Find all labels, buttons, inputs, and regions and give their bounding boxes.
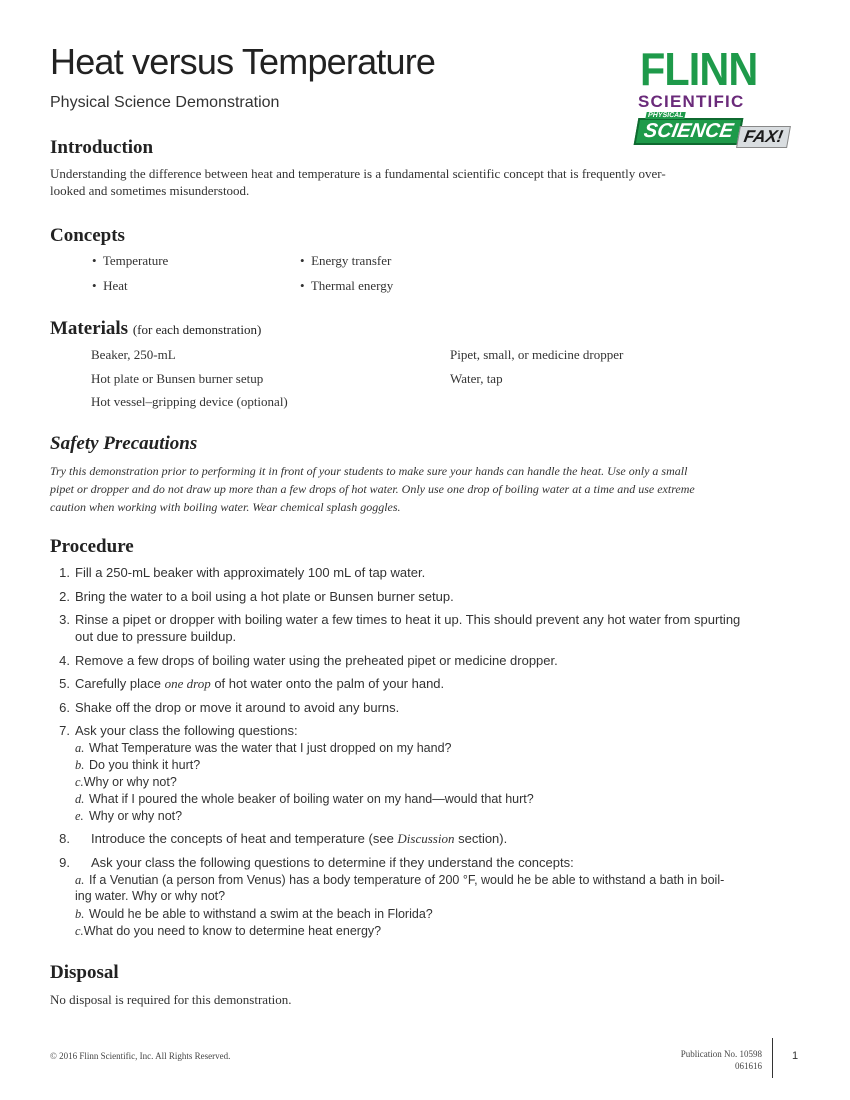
question-letter: c.: [75, 775, 84, 789]
question-item: [75, 872, 775, 905]
question-item: [75, 757, 775, 773]
question-item: [75, 906, 775, 922]
material-item: Hot vessel–gripping device (optional): [91, 394, 288, 409]
safety-heading: Safety Precautions: [50, 433, 198, 454]
concept-label: Energy transfer: [311, 253, 392, 268]
safety-text: [50, 462, 790, 516]
concept-item: • Temperature: [92, 253, 169, 268]
materials-heading-text: Materials: [50, 318, 129, 339]
step-text: [75, 612, 770, 646]
procedure-step: [50, 855, 770, 872]
concept-item: • Thermal energy: [300, 278, 394, 293]
logo-fax-badge: FAX!: [736, 126, 791, 148]
step-number: 7.: [59, 723, 70, 738]
step-text: Ask your class the following questions:: [75, 723, 298, 738]
step-text: Ask your class the following questions to determine if they understand the concepts:: [91, 855, 574, 870]
footer-copyright: © 2016 Flinn Scientific, Inc. All Rights Reserved.: [50, 1051, 231, 1061]
step-emphasis: Discussion: [397, 831, 455, 846]
step-number: 9.: [59, 855, 70, 870]
materials-note: (for each demonstration): [132, 322, 262, 337]
question-letter: c.: [75, 924, 84, 938]
question-letter: b.: [75, 907, 85, 921]
material-item: Water, tap: [450, 371, 503, 386]
material-item: Beaker, 250-mL: [91, 347, 176, 362]
question-text: Why or why not?: [83, 775, 177, 789]
question-letter: b.: [75, 758, 85, 772]
logo-physical-tag: PHYSICAL: [647, 112, 685, 119]
material-item: Pipet, small, or medicine dropper: [450, 347, 624, 362]
question-text: What Temperature was the water that I just dropped on my hand?: [89, 741, 452, 755]
step-text-part: section).: [454, 831, 508, 846]
concept-label: Temperature: [102, 253, 169, 268]
logo-science-badge: SCIENCE: [634, 118, 744, 145]
step-number: 6.: [59, 700, 70, 715]
concept-item: • Energy transfer: [300, 253, 392, 268]
step-text: [75, 676, 770, 693]
procedure-step: [50, 676, 770, 693]
step-number: 4.: [59, 653, 70, 668]
logo-scientific-text: SCIENTIFIC: [638, 92, 745, 111]
procedure-step: [50, 700, 770, 717]
safety-line: pipet or dropper and do not draw up more than a few drops of hot water. Only use one drop of boiling water at a time and use extreme: [50, 482, 695, 496]
introduction-line: Understanding the difference between heat and temperature is a fundamental scientific concept that is frequently over-: [50, 166, 666, 181]
step-text: [91, 831, 770, 848]
step-text-part: Introduce the concepts of heat and temperature (see: [91, 831, 398, 846]
step-number: 1.: [59, 565, 70, 580]
page-subtitle: Physical Science Demonstration: [50, 94, 280, 111]
question-text: What if I poured the whole beaker of boiling water on my hand—would that hurt?: [89, 792, 534, 806]
page-number: 1: [792, 1050, 799, 1062]
question-letter: d.: [75, 792, 85, 806]
question-text: If a Venutian (a person from Venus) has a body temperature of 200 °F, would he be able to withstand a bath in boil-: [89, 873, 725, 887]
step-line: out due to pressure buildup.: [75, 628, 237, 644]
question-text: ing water. Why or why not?: [75, 889, 226, 904]
step-text-part: of hot water onto the palm of your hand.: [210, 676, 445, 691]
publication-number: Publication No. 10598: [680, 1049, 762, 1059]
step-text-part: Carefully place: [75, 676, 165, 691]
step-number: 3.: [59, 612, 70, 627]
safety-line: Try this demonstration prior to performing it in front of your students to make sure your hands can handle the heat. Use only a small: [50, 464, 688, 478]
step-text: Remove a few drops of boiling water using the preheated pipet or medicine dropper.: [75, 653, 558, 668]
page-title: Heat versus Temperature: [50, 41, 436, 82]
logo-flinn-text: FLINN: [640, 43, 758, 95]
material-item: Hot plate or Bunsen burner setup: [91, 371, 264, 386]
question-letter: a.: [75, 741, 85, 755]
safety-line: caution when working with boiling water. Wear chemical splash goggles.: [50, 500, 401, 514]
introduction-heading: Introduction: [50, 137, 154, 158]
question-text: Would he be able to withstand a swim at the beach in Florida?: [89, 907, 433, 921]
procedure-step: [50, 723, 770, 740]
concept-label: Heat: [103, 278, 128, 293]
question-item: [75, 808, 775, 824]
materials-heading: [50, 319, 261, 338]
procedure-heading: Procedure: [50, 536, 134, 557]
question-text: Why or why not?: [89, 809, 183, 823]
question-text: Do you think it hurt?: [89, 758, 201, 772]
question-letter: a.: [75, 873, 85, 887]
question-item: [75, 740, 775, 756]
question-item: [75, 774, 775, 790]
step-line: Rinse a pipet or dropper with boiling water a few times to heat it up. This should prevent any hot water from spurting: [75, 612, 741, 627]
question-item: [75, 791, 775, 807]
step-number: 8.: [59, 831, 70, 846]
introduction-line: looked and sometimes misunderstood.: [50, 183, 250, 199]
procedure-step: [50, 831, 770, 848]
concept-item: • Heat: [92, 278, 128, 293]
procedure-step: [50, 589, 770, 606]
footer-divider: [772, 1038, 773, 1078]
footer-publication: [681, 1048, 762, 1072]
step-number: 5.: [59, 676, 70, 691]
concepts-heading: Concepts: [50, 225, 125, 246]
introduction-text: [50, 165, 790, 199]
step-text: Bring the water to a boil using a hot plate or Bunsen burner setup.: [75, 589, 454, 604]
question-letter: e.: [75, 809, 84, 823]
step-text: Fill a 250-mL beaker with approximately 100 mL of tap water.: [75, 565, 426, 580]
disposal-text: No disposal is required for this demonstration.: [50, 992, 292, 1007]
procedure-step: [50, 612, 770, 646]
step-text: Shake off the drop or move it around to avoid any burns.: [75, 700, 400, 715]
flinn-logo: [634, 43, 800, 150]
publication-code: 061616: [735, 1061, 762, 1072]
concept-label: Thermal energy: [310, 278, 394, 293]
procedure-step: [50, 565, 770, 582]
procedure-step: [50, 653, 770, 670]
step-number: 2.: [59, 589, 70, 604]
question-text: What do you need to know to determine heat energy?: [83, 924, 382, 938]
step-emphasis: one drop: [164, 676, 211, 691]
disposal-heading: Disposal: [50, 962, 119, 983]
question-item: [75, 923, 775, 939]
